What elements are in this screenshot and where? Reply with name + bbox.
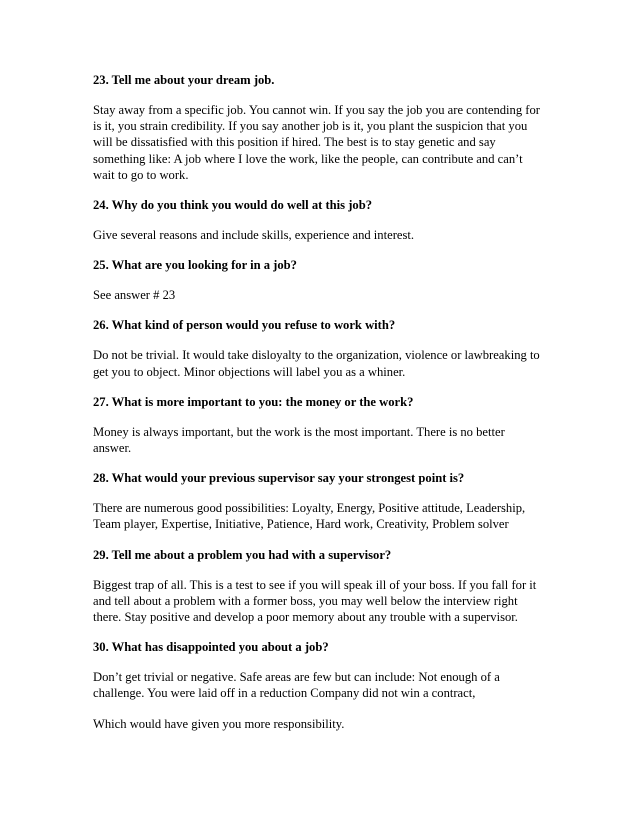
document-page xyxy=(93,72,553,732)
qa-item-24 xyxy=(93,197,553,257)
qa-item-26 xyxy=(93,317,553,393)
question-28: 28. What would your previous supervisor say your strongest point is? xyxy=(93,471,465,486)
answer-line: get you to object. Minor objections will label you as a whiner. xyxy=(93,364,406,379)
qa-item-25 xyxy=(93,257,553,317)
qa-item-23 xyxy=(93,72,553,197)
answer-line: challenge. You were laid off in a reduction Company did not win a contract, xyxy=(93,686,476,701)
answer-28 xyxy=(93,500,553,532)
answer-line: there. Stay positive and develop a poor memory about any trouble with a supervisor. xyxy=(93,610,518,625)
question-25: 25. What are you looking for in a job? xyxy=(93,258,297,273)
question-24: 24. Why do you think you would do well at this job? xyxy=(93,198,373,213)
answer-line: See answer # 23 xyxy=(93,288,176,303)
question-30: 30. What has disappointed you about a job? xyxy=(93,640,329,655)
answer-line: Biggest trap of all. This is a test to see if you will speak ill of your boss. If you fall for it xyxy=(93,577,537,592)
qa-item-29 xyxy=(93,547,553,640)
answer-line: answer. xyxy=(93,441,132,456)
answer-line: is it, you strain credibility. If you say another job is it, you plant the suspicion that you xyxy=(93,119,528,134)
answer-23 xyxy=(93,102,553,183)
answer-line: Money is always important, but the work is the most important. There is no better xyxy=(93,424,505,439)
answer-line: There are numerous good possibilities: Loyalty, Energy, Positive attitude, Leadership, xyxy=(93,501,526,516)
question-29: 29. Tell me about a problem you had with a supervisor? xyxy=(93,547,392,562)
answer-27 xyxy=(93,424,553,456)
answer-line: Stay away from a specific job. You cannot win. If you say the job you are contending for xyxy=(93,103,540,117)
answer-line: Team player, Expertise, Initiative, Patience, Hard work, Creativity, Problem solver xyxy=(93,517,509,532)
question-26: 26. What kind of person would you refuse to work with? xyxy=(93,318,396,333)
answer-line: wait to go to work. xyxy=(93,167,189,182)
qa-item-30 xyxy=(93,639,553,732)
answer-line: Do not be trivial. It would take disloyalty to the organization, violence or lawbreaking to xyxy=(93,348,540,363)
closing-paragraph xyxy=(93,716,553,732)
answer-25 xyxy=(93,287,553,303)
qa-item-28 xyxy=(93,470,553,546)
answer-line: Give several reasons and include skills, experience and interest. xyxy=(93,228,415,243)
question-23: 23. Tell me about your dream job. xyxy=(93,73,275,87)
answer-line: will be dissatisfied with this position if hired. The best is to stay genetic and say xyxy=(93,135,496,150)
answer-29 xyxy=(93,577,553,626)
question-27: 27. What is more important to you: the money or the work? xyxy=(93,394,414,409)
answer-line: and tell about a problem with a former boss, you may well below the interview right xyxy=(93,593,518,608)
answer-26 xyxy=(93,347,553,379)
answer-line: something like: A job where I love the work, like the people, can contribute and can’t xyxy=(93,151,523,166)
qa-item-27 xyxy=(93,394,553,470)
closing-line: Which would have given you more responsibility. xyxy=(93,716,345,731)
answer-line: Don’t get trivial or negative. Safe areas are few but can include: Not enough of a xyxy=(93,670,500,685)
answer-24 xyxy=(93,227,553,243)
answer-30 xyxy=(93,669,553,701)
